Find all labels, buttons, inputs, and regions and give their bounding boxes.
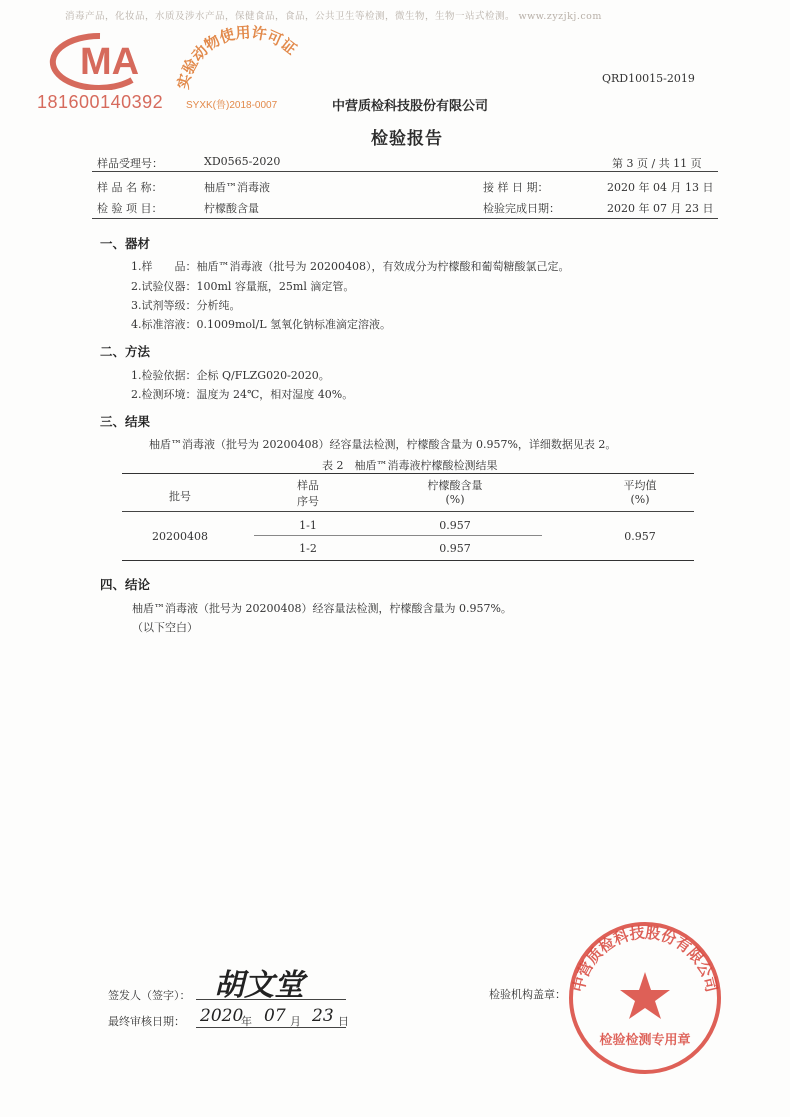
cma-logo-text: MA — [80, 41, 140, 83]
text-line: 1.检验依据：企标 Q/FLZG020-2020。 — [131, 369, 330, 382]
accept-no: XD0565-2020 — [204, 155, 281, 168]
seal-label: 检验机构盖章： — [489, 988, 566, 1001]
table-cell-value: 0.957 — [439, 542, 471, 555]
report-title: 检验报告 — [371, 129, 443, 149]
item: 柠檬酸含量 — [204, 202, 259, 215]
table-top-border — [122, 473, 694, 474]
section-heading: 一、器材 — [100, 236, 151, 251]
col-header-content: 柠檬酸含量 — [427, 479, 483, 492]
table-header-border — [122, 511, 694, 512]
signer-signature: 胡文堂 — [214, 968, 304, 1003]
text-line: 柚盾™消毒液（批号为 20200408）经容量法检测，柠檬酸含量为 0.957%，详细数据见表 2。 — [149, 438, 617, 451]
svg-text:实验动物使用许可证 — [174, 23, 300, 91]
col-header-average: 平均值 — [623, 479, 657, 492]
col-header-sample: 序号 — [297, 495, 319, 508]
col-header-content: (%) — [445, 493, 465, 506]
review-day: 23 — [312, 1006, 334, 1026]
receive-date: 2020 年 04 月 13 日 — [607, 181, 714, 194]
animal-license-title: 实验动物使用许可证 — [174, 23, 301, 91]
item-label: 检 验 项 目： — [97, 202, 163, 215]
page-indicator: 第 3 页 / 共 11 页 — [612, 157, 702, 170]
table-row-divider — [254, 535, 542, 536]
review-month-unit: 月 — [290, 1015, 301, 1028]
divider — [92, 171, 718, 172]
section-heading: 二、方法 — [100, 344, 151, 359]
text-line: 3.试剂等级：分析纯。 — [131, 299, 241, 312]
table-cell-value: 0.957 — [439, 519, 471, 532]
review-year: 2020 — [200, 1006, 244, 1026]
sample-name-label: 样 品 名 称： — [97, 181, 163, 194]
signer-label: 签发人（签字）： — [108, 989, 191, 1002]
table-caption: 表 2 柚盾™消毒液柠檬酸检测结果 — [322, 459, 498, 472]
review-month: 07 — [264, 1006, 286, 1026]
text-line: 2.试验仪器：100ml 容量瓶，25ml 滴定管。 — [131, 280, 355, 293]
official-seal — [565, 918, 725, 1078]
col-header-average: (%) — [630, 493, 650, 506]
accept-no-label: 样品受理号： — [97, 157, 163, 170]
table-cell-average: 0.957 — [624, 530, 656, 543]
date-underline — [196, 1027, 346, 1028]
seal-text-top: 中营质检科技股份有限公司 — [569, 923, 721, 994]
company-name: 中营质检科技股份有限公司 — [331, 99, 488, 114]
doc-code: QRD10015-2019 — [602, 72, 695, 85]
review-year-unit: 年 — [241, 1015, 252, 1028]
text-line: 柚盾™消毒液（批号为 20200408）经容量法检测，柠檬酸含量为 0.957%。 — [132, 602, 512, 615]
sample-name: 柚盾™消毒液 — [204, 181, 270, 194]
section-heading: 三、结果 — [100, 414, 151, 429]
top-banner: 消毒产品，化妆品，水质及涉水产品，保健食品，食品，公共卫生等检测，微生物，生物一站式检测。 www.zyzjkj.com — [65, 11, 602, 22]
animal-license-number: SYXK(鲁)2018-0007 — [186, 100, 278, 111]
signature-underline — [196, 999, 346, 1000]
complete-date: 2020 年 07 月 23 日 — [607, 202, 714, 215]
section-heading: 四、结论 — [100, 577, 151, 592]
col-header-batch: 批号 — [169, 490, 191, 503]
review-date-label: 最终审核日期： — [108, 1015, 185, 1028]
text-line: 4.标准溶液：0.1009mol/L 氢氧化钠标准滴定溶液。 — [131, 318, 392, 331]
table-cell-seq: 1-1 — [299, 519, 317, 532]
receive-date-label: 接 样 日 期： — [483, 181, 549, 194]
cma-logo-icon — [40, 30, 160, 90]
table-bottom-border — [122, 560, 694, 561]
review-day-unit: 日 — [338, 1015, 349, 1028]
table-cell-seq: 1-2 — [299, 542, 317, 555]
text-line: 2.检测环境：温度为 24℃，相对湿度 40%。 — [131, 388, 354, 401]
divider — [92, 218, 718, 219]
text-line: （以下空白） — [132, 621, 198, 634]
cma-number: 181600140392 — [37, 92, 164, 112]
text-line: 1.样 品：柚盾™消毒液（批号为 20200408），有效成分为柠檬酸和葡萄糖酸氯己定。 — [131, 260, 570, 273]
table-cell-batch: 20200408 — [152, 530, 208, 543]
seal-text-bottom: 检验检测专用章 — [599, 1033, 691, 1048]
col-header-sample: 样品 — [297, 479, 319, 492]
complete-date-label: 检验完成日期： — [483, 202, 560, 215]
